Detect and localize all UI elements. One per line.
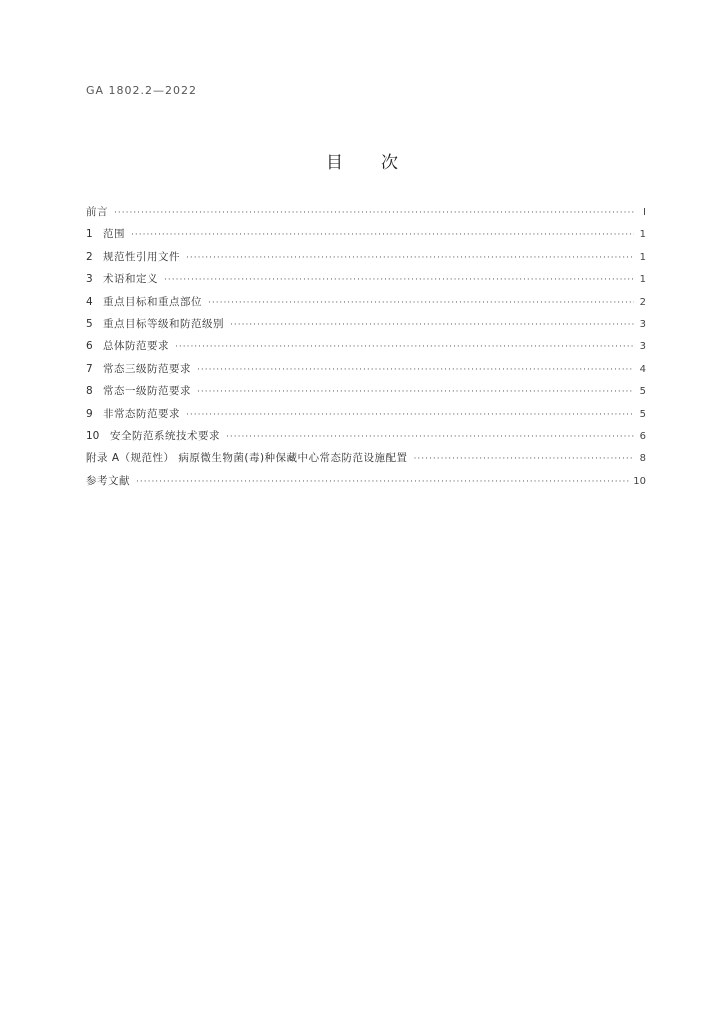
toc-entry-general-requirements[interactable]: [86, 338, 646, 360]
toc-title-char-1: 目: [326, 153, 343, 173]
toc-leader-dots: [114, 208, 634, 218]
toc-entry-number: 7: [86, 362, 93, 375]
toc-leader-dots: [414, 454, 634, 464]
toc-entry-label: 前言: [86, 206, 108, 218]
toc-entry-page: 10: [633, 475, 646, 487]
toc-leader-dots: [197, 365, 634, 375]
toc-leader-dots: [164, 275, 634, 285]
toc-leader-dots: [136, 477, 629, 487]
toc-entry-annex-a[interactable]: [86, 450, 646, 472]
toc-leader-dots: [131, 230, 634, 240]
toc-entry-terms-definitions[interactable]: [86, 271, 646, 293]
toc-entry-label: 常态一级防范要求: [103, 385, 191, 398]
toc-entry-target-levels[interactable]: [86, 316, 646, 338]
toc-entry-level-one[interactable]: [86, 383, 646, 405]
toc-entry-number: 2: [86, 250, 93, 263]
toc-entry-page: 8: [639, 453, 646, 465]
toc-leader-dots: [197, 387, 634, 397]
toc-entry-page: 3: [639, 318, 646, 330]
toc-leader-dots: [186, 253, 634, 263]
toc-entry-number: 5: [86, 317, 93, 330]
standard-code: GA 1802.2—2022: [86, 84, 198, 97]
toc-entry-bibliography[interactable]: [86, 473, 646, 495]
toc-entry-number: 1: [86, 228, 93, 241]
toc-leader-dots: [230, 320, 634, 330]
toc-entry-page: 6: [639, 430, 646, 442]
toc-leader-dots: [226, 432, 634, 442]
toc-entry-page: 1: [639, 251, 646, 263]
toc-entry-page: 1: [639, 274, 646, 286]
toc-title: [0, 148, 724, 173]
toc-entry-label: 规范性引用文件: [103, 250, 180, 263]
toc-entry-number: 3: [86, 273, 93, 286]
toc-entry-scope[interactable]: [86, 226, 646, 248]
toc-entry-label: 重点目标和重点部位: [103, 295, 202, 308]
toc-entry-label: 安全防范系统技术要求: [110, 429, 220, 442]
toc-entry-number: 6: [86, 340, 93, 353]
toc-entry-label: 参考文献: [86, 474, 130, 487]
toc-entry-page: 5: [639, 386, 646, 398]
toc-list: [86, 204, 646, 495]
toc-entry-page: 2: [639, 296, 646, 308]
toc-entry-security-system[interactable]: [86, 428, 646, 450]
toc-entry-page: 3: [639, 341, 646, 353]
toc-entry-number: 9: [86, 407, 93, 420]
toc-entry-page: 5: [639, 408, 646, 420]
toc-leader-dots: [186, 410, 634, 420]
toc-entry-page: Ⅰ: [643, 207, 646, 218]
toc-entry-number: 10: [86, 429, 100, 442]
toc-entry-normative-references[interactable]: [86, 249, 646, 271]
toc-entry-label: 范围: [103, 228, 125, 241]
toc-entry-label: 重点目标等级和防范级别: [103, 317, 224, 330]
toc-entry-abnormal-state[interactable]: [86, 406, 646, 428]
toc-title-char-2: 次: [381, 153, 398, 173]
toc-entry-label: 非常态防范要求: [103, 407, 180, 420]
toc-entry-label: 总体防范要求: [103, 340, 169, 353]
toc-entry-page: 1: [639, 229, 646, 241]
toc-entry-number: 8: [86, 385, 93, 398]
toc-entry-label: 附录 A（规范性） 病原微生物菌(毒)种保藏中心常态防范设施配置: [86, 452, 408, 465]
toc-entry-number: 4: [86, 295, 93, 308]
toc-leader-dots: [208, 298, 634, 308]
toc-entry-foreword[interactable]: [86, 204, 646, 226]
toc-leader-dots: [175, 342, 634, 352]
toc-entry-key-targets[interactable]: [86, 294, 646, 316]
toc-entry-level-three[interactable]: [86, 361, 646, 383]
toc-entry-label: 术语和定义: [103, 273, 158, 286]
toc-entry-page: 4: [639, 363, 646, 375]
toc-entry-label: 常态三级防范要求: [103, 362, 191, 375]
